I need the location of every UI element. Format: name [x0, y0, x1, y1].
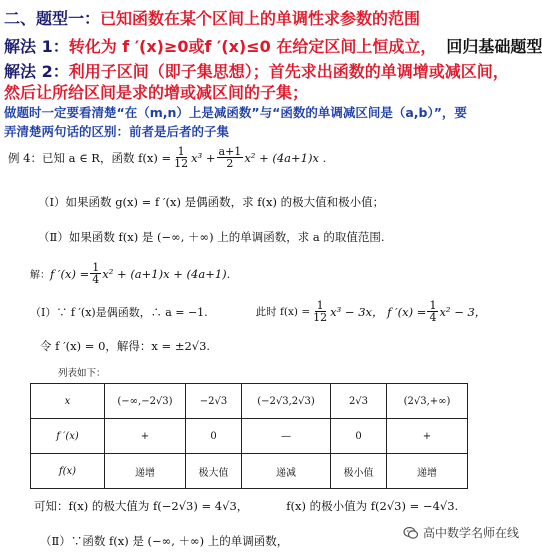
conclusion-max: 可知：f(x) 的极大值为 f(−2√3) = 4√3， [34, 499, 249, 513]
table-cell: 极大值 [186, 454, 242, 489]
table-cell: 递增 [105, 454, 186, 489]
method-2-label: 解法 2： [4, 62, 69, 81]
table-cell: (−∞,−2√3) [105, 384, 186, 419]
table-cell: (2√3,+∞) [387, 384, 468, 419]
table-row-header: x [31, 384, 105, 419]
table-row [31, 419, 468, 454]
example-statement: 例 4：已知 a ∈ R，函数 f(x) = $\frac{1}{12}$ x³ + $\frac{a+1}{2}$ x² + (4a+1)x . [8, 145, 327, 170]
table-cell: 2√3 [331, 384, 387, 419]
fraction-1-4: $\frac{1}{4}$ [92, 261, 100, 286]
part-1-b: 此时 f(x) = [255, 306, 311, 318]
method-1-text: 转化为 f ′(x)≥0或f ′(x)≤0 在给定区间上恒成立， [68, 37, 437, 56]
heading-line [4, 6, 420, 29]
part-1-d: x² − 3， [439, 304, 487, 319]
conclusion-min: f(x) 的极小值为 f(2√3) = −4√3. [286, 499, 459, 513]
table-cell: 0 [186, 419, 242, 454]
heading-prefix: 二、题型一： [4, 9, 101, 28]
derivative-lhs: f ′(x) = [50, 266, 90, 281]
heading-topic: 已知函数在某个区间上的单调性求参数的范围 [100, 9, 421, 28]
part-1-c: x³ − 3x， f ′(x) = [330, 304, 427, 319]
part-1-line [30, 300, 486, 323]
table-cell: + [387, 419, 468, 454]
watermark [403, 524, 519, 541]
table-cell: 递增 [387, 454, 468, 489]
fraction-1-4-b: $\frac{1}{4}$ [429, 299, 437, 324]
table-row-header: f(x) [31, 454, 105, 489]
table-cell: 递减 [242, 454, 331, 489]
table-row [31, 454, 468, 489]
question-1: （Ⅰ）如果函数 g(x) = f ′(x) 是偶函数，求 f(x) 的极大值和极小值； [38, 195, 385, 209]
fraction-1-12: $\frac{1}{12}$ [174, 145, 189, 170]
method-2-text-a: 利用子区间（即子集思想）；首先求出函数的单调增或减区间， [68, 62, 509, 81]
tip-line-a: 做题时一定要看清楚“在（m,n）上是减函数”与“函数的单调减区间是（a,b）”，要 [4, 105, 467, 120]
method-2-text-b: 然后让所给区间是求的增或减区间的子集； [4, 83, 309, 102]
table-cell: 0 [331, 419, 387, 454]
question-2: （Ⅱ）如果函数 f(x) 是 (−∞, ＋∞) 上的单调函数，求 a 的取值范围. [38, 230, 385, 244]
example-intro: 例 4：已知 a ∈ R，函数 f(x) = [8, 150, 172, 165]
part-1-a: （Ⅰ）∵ f ′(x)是偶函数，∴ a = −1. [30, 305, 208, 319]
table-cell: — [242, 419, 331, 454]
method-2 [4, 59, 509, 82]
variation-table [30, 383, 468, 489]
solution-label: 解： [30, 270, 50, 281]
wechat-icon [403, 525, 419, 541]
derivative-line [30, 262, 230, 285]
part-2: （Ⅱ）∵函数 f(x) 是 (−∞, ＋∞) 上的单调函数， [40, 534, 289, 548]
fraction-1-12-b: $\frac{1}{12}$ [313, 299, 328, 324]
table-row [31, 384, 468, 419]
conclusion [34, 498, 458, 514]
table-row-header: f ′(x) [31, 419, 105, 454]
method-1-tail: 回归基础题型 [446, 37, 542, 56]
fraction-a-plus-1-over-2: $\frac{a+1}{2}$ [218, 145, 242, 170]
tip-line-b: 弄清楚两句话的区别：前者是后者的子集 [4, 124, 230, 139]
table-cell: −2√3 [186, 384, 242, 419]
table-cell: 极小值 [331, 454, 387, 489]
method-1-label: 解法 1： [4, 37, 69, 56]
derivative-rhs: x² + (a+1)x + (4a+1). [102, 266, 231, 281]
table-cell: + [105, 419, 186, 454]
watermark-text: 高中数学名师在线 [422, 526, 519, 540]
part-1-e: 令 f ′(x) = 0，解得：x = ±2√3. [40, 339, 211, 353]
method-1 [4, 34, 542, 57]
table-cell: (−2√3,2√3) [242, 384, 331, 419]
table-title: 列表如下： [58, 368, 106, 379]
